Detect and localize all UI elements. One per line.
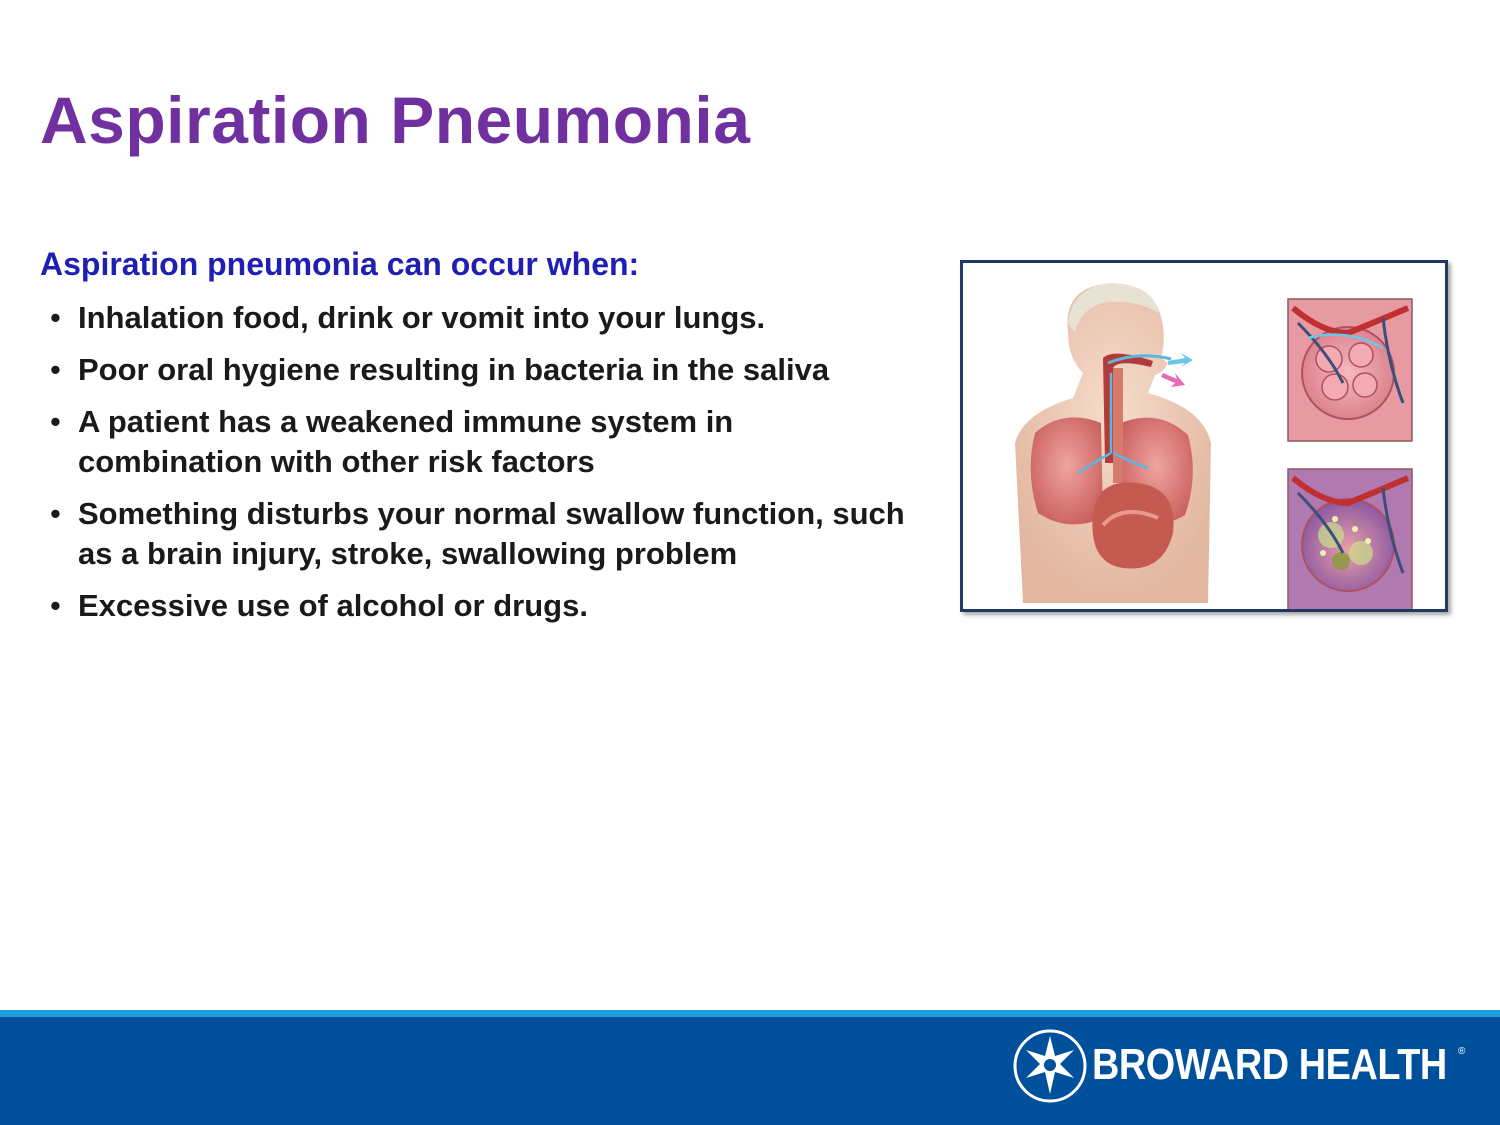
bullet-item: • A patient has a weakened immune system in combination with other risk factors (50, 404, 734, 479)
bullet-item: • Poor oral hygiene resulting in bacteria in the saliva (50, 352, 830, 387)
slide-title: Aspiration Pneumonia (40, 83, 751, 157)
star-emblem-icon (1012, 1026, 1092, 1106)
intro-text: Aspiration pneumonia can occur when: (40, 246, 640, 282)
registered-mark: ® (1458, 1046, 1466, 1057)
footer-accent-line (0, 1010, 1500, 1017)
bullet-item: • Excessive use of alcohol or drugs. (50, 588, 588, 623)
bullet-item: • Something disturbs your normal swallow function, such as a brain injury, stroke, swallowing problem (50, 496, 905, 571)
bullet-list (50, 298, 910, 638)
anatomy-illustration-icon (960, 260, 1448, 612)
bullet-item: • Inhalation food, drink or vomit into your lungs. (50, 300, 766, 335)
logo-text: BROWARD HEALTH (1092, 1040, 1447, 1089)
